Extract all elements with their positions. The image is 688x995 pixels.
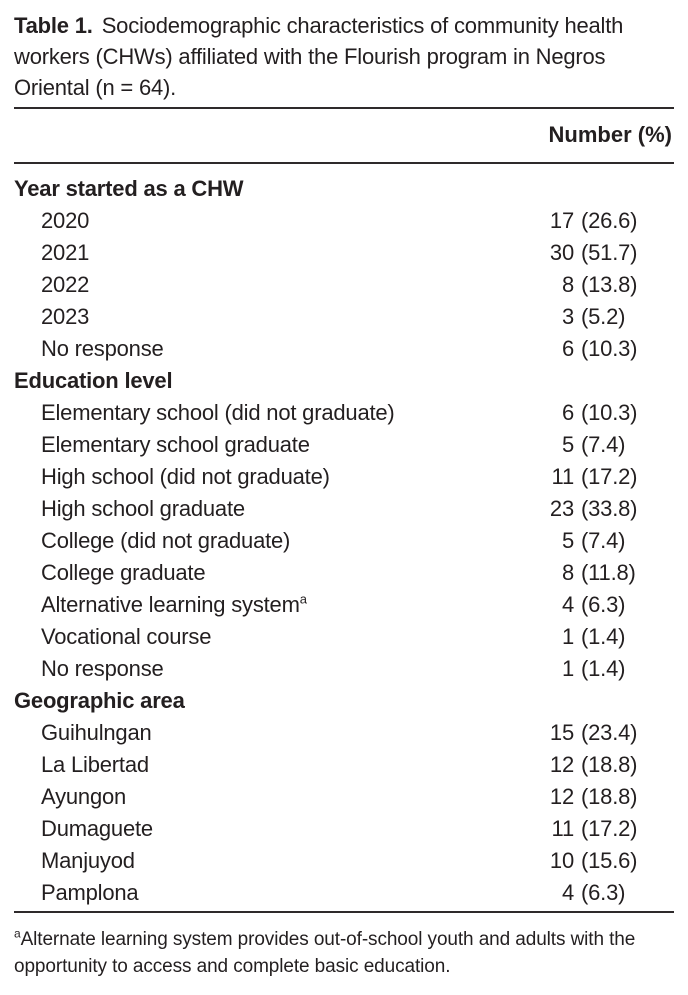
table-row	[14, 301, 674, 333]
row-count: 15	[549, 720, 574, 745]
table-row	[14, 845, 674, 877]
table-row	[14, 589, 674, 621]
footnote-text: Alternate learning system provides out-of-school youth and adults with the opportunity to access and complete basic education.	[14, 929, 636, 977]
row-count: 8	[561, 272, 574, 297]
row-value	[534, 845, 674, 877]
row-label: College (did not graduate)	[41, 528, 291, 553]
table-row	[14, 717, 674, 749]
row-value	[534, 781, 674, 813]
section-header-label: Year started as a CHW	[14, 176, 244, 201]
table-caption-label: Table 1.	[14, 13, 93, 38]
row-value	[534, 397, 674, 429]
row-percent: (17.2)	[581, 464, 638, 489]
table-row	[14, 653, 674, 685]
footnote-marker: a	[14, 926, 21, 941]
table-footnote	[14, 926, 674, 980]
table-row	[14, 269, 674, 301]
row-value	[534, 333, 674, 365]
row-percent: (33.8)	[581, 496, 638, 521]
row-value	[534, 525, 674, 557]
table-row	[14, 333, 674, 365]
table-row	[14, 813, 674, 845]
row-percent: (18.8)	[581, 752, 638, 777]
row-count: 1	[561, 656, 574, 681]
row-count: 5	[561, 528, 574, 553]
row-label: 2021	[41, 240, 90, 265]
section-header-row	[14, 365, 674, 397]
row-count: 6	[561, 400, 574, 425]
row-value	[534, 653, 674, 685]
table-row	[14, 237, 674, 269]
row-value	[534, 749, 674, 781]
row-value	[534, 269, 674, 301]
row-value	[534, 461, 674, 493]
row-count: 11	[551, 816, 574, 841]
row-count: 6	[561, 336, 574, 361]
row-percent: (1.4)	[581, 624, 626, 649]
row-label: Manjuyod	[41, 848, 135, 873]
row-percent: (5.2)	[581, 304, 626, 329]
row-count: 17	[549, 208, 574, 233]
row-count: 1	[561, 624, 574, 649]
row-label: Dumaguete	[41, 816, 153, 841]
row-value	[534, 589, 674, 621]
row-percent: (17.2)	[581, 816, 638, 841]
table-row	[14, 749, 674, 781]
row-footnote-marker: a	[299, 591, 307, 607]
table-row	[14, 877, 674, 909]
column-header-row	[14, 109, 674, 162]
row-value	[534, 621, 674, 653]
row-value	[534, 301, 674, 333]
table-row	[14, 493, 674, 525]
row-value	[534, 205, 674, 237]
section-header-label: Education level	[14, 368, 173, 393]
row-value	[534, 813, 674, 845]
row-percent: (6.3)	[581, 592, 626, 617]
table-row	[14, 429, 674, 461]
row-label: 2023	[41, 304, 90, 329]
row-label: No response	[41, 336, 164, 361]
row-percent: (10.3)	[581, 400, 638, 425]
table-row	[14, 781, 674, 813]
row-percent: (7.4)	[581, 432, 626, 457]
row-count: 30	[549, 240, 574, 265]
row-label: Vocational course	[41, 624, 212, 649]
row-count: 12	[549, 784, 574, 809]
row-percent: (7.4)	[581, 528, 626, 553]
table-row	[14, 557, 674, 589]
row-label: La Libertad	[41, 752, 149, 777]
column-header-number-pct: Number (%)	[548, 122, 672, 147]
table-row	[14, 621, 674, 653]
row-count: 23	[549, 496, 574, 521]
row-count: 4	[561, 592, 574, 617]
row-percent: (10.3)	[581, 336, 638, 361]
row-percent: (1.4)	[581, 656, 626, 681]
row-label: No response	[41, 656, 164, 681]
row-value	[534, 429, 674, 461]
row-label: College graduate	[41, 560, 206, 585]
row-value	[534, 877, 674, 909]
table-body	[14, 164, 674, 911]
row-percent: (13.8)	[581, 272, 638, 297]
table-bottom-rule	[14, 911, 674, 913]
row-label: Pamplona	[41, 880, 139, 905]
table-row	[14, 205, 674, 237]
row-count: 5	[561, 432, 574, 457]
row-label: Ayungon	[41, 784, 127, 809]
row-label: Guihulngan	[41, 720, 152, 745]
table-caption-text: Sociodemographic characteristics of community health workers (CHWs) affiliated with the Flourish program in Negros Oriental (n = 64).	[14, 13, 624, 100]
row-percent: (6.3)	[581, 880, 626, 905]
row-value	[534, 717, 674, 749]
row-label: High school graduate	[41, 496, 245, 521]
section-header-label: Geographic area	[14, 688, 185, 713]
row-count: 11	[551, 464, 574, 489]
row-percent: (18.8)	[581, 784, 638, 809]
row-percent: (26.6)	[581, 208, 638, 233]
table-row	[14, 397, 674, 429]
row-label: Alternative learning system$^a$	[41, 591, 307, 617]
section-header-row	[14, 173, 674, 205]
row-label: 2022	[41, 272, 90, 297]
row-count: 8	[561, 560, 574, 585]
row-value	[534, 557, 674, 589]
table-caption	[14, 10, 674, 103]
row-count: 4	[561, 880, 574, 905]
row-percent: (23.4)	[581, 720, 638, 745]
row-value	[534, 493, 674, 525]
row-count: 3	[561, 304, 574, 329]
row-label: 2020	[41, 208, 90, 233]
section-header-row	[14, 685, 674, 717]
row-count: 12	[549, 752, 574, 777]
row-percent: (15.6)	[581, 848, 638, 873]
row-count: 10	[549, 848, 574, 873]
row-percent: (11.8)	[581, 560, 636, 585]
row-label: Elementary school (did not graduate)	[41, 400, 395, 425]
row-value	[534, 237, 674, 269]
table-row	[14, 525, 674, 557]
table-row	[14, 461, 674, 493]
row-label: Elementary school graduate	[41, 432, 310, 457]
row-percent: (51.7)	[581, 240, 638, 265]
row-label: High school (did not graduate)	[41, 464, 330, 489]
